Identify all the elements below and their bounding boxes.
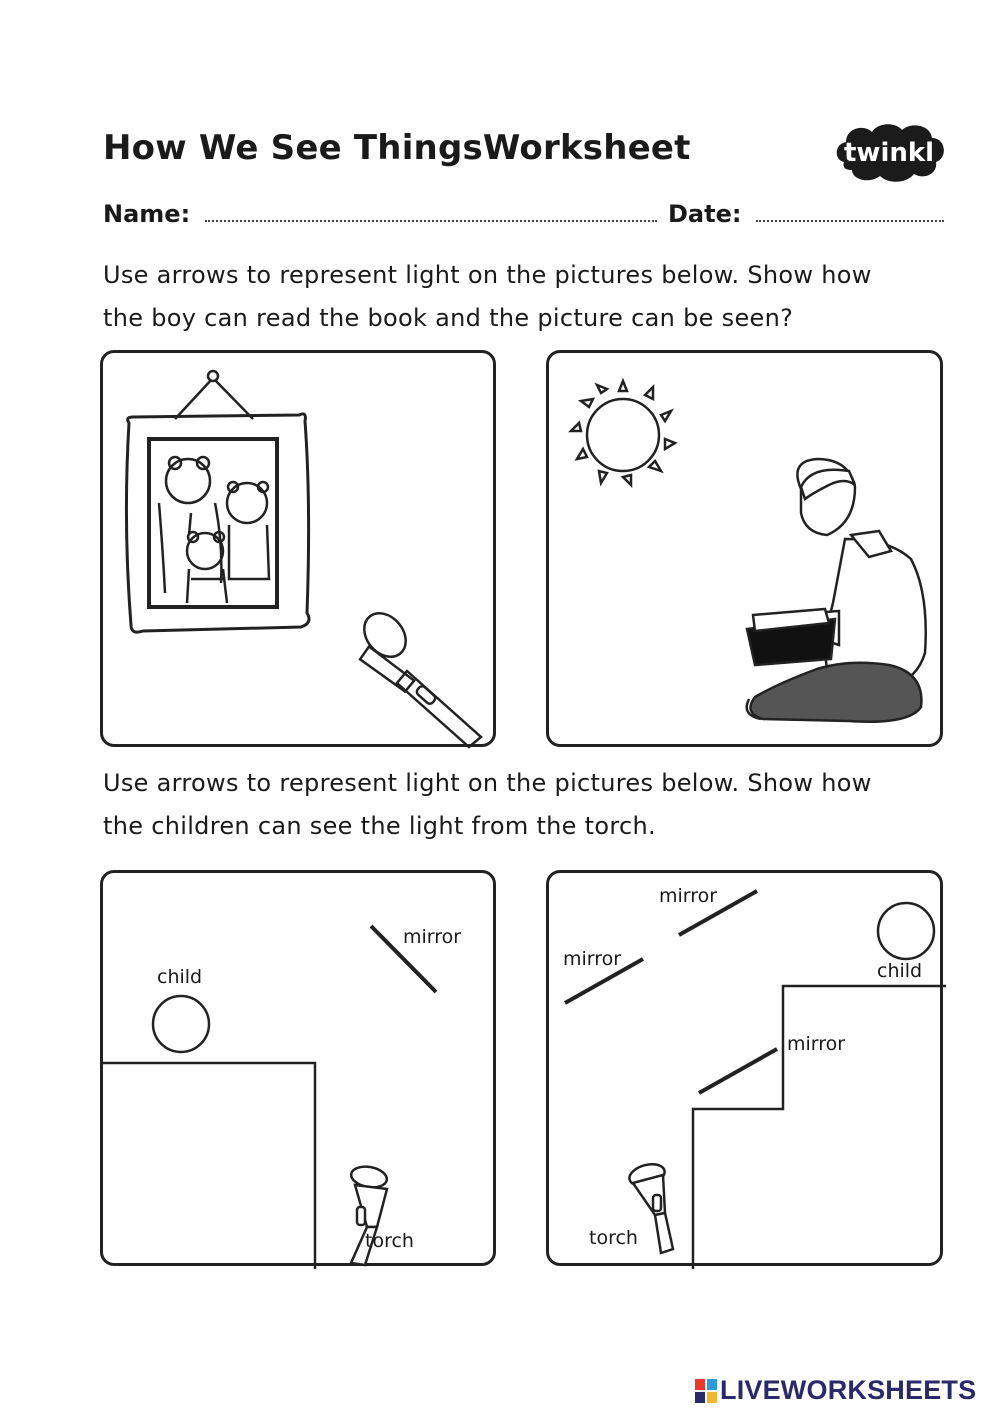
torch-illustration [356,605,481,747]
instruction-2-line-2: the children can see the light from the torch. [103,812,656,840]
picture-frame-illustration [126,371,309,632]
instruction-1 [103,254,953,340]
mirror-top-label: mirror [659,885,718,907]
child-circle [878,903,934,959]
panel-mirror-room-2[interactable] [546,870,943,1266]
logo-cloud-icon [830,118,950,188]
name-label: Name: [103,200,191,228]
liveworksheets-logo[interactable] [694,1375,994,1409]
panel-sun-boy[interactable] [546,350,943,747]
mirror-middle-label: mirror [787,1033,846,1055]
stairs-outline [693,986,946,1269]
child-label: child [877,960,923,982]
instruction-1-line-1: Use arrows to represent light on the pictures below. Show how [103,261,872,289]
instruction-2-line-1: Use arrows to represent light on the pictures below. Show how [103,769,872,797]
mirror-left-label: mirror [563,948,622,970]
date-blank[interactable] [756,198,944,222]
logo-text: twinkl [844,138,935,168]
panel-picture-torch[interactable] [100,350,496,747]
date-field[interactable] [668,198,944,228]
twinkl-logo [830,118,950,188]
liveworksheets-icon [694,1377,718,1407]
instruction-1-line-2: the boy can read the book and the picture can be seen? [103,304,794,332]
name-blank[interactable] [205,198,657,222]
name-field[interactable] [103,198,657,228]
instruction-2 [103,762,953,848]
wall-outline [103,1063,315,1269]
torch-label: torch [589,1227,638,1249]
date-label: Date: [668,200,742,228]
torch-label: torch [365,1230,414,1252]
child-circle [153,996,209,1052]
panel-mirror-room-1[interactable] [100,870,496,1266]
mirror-middle-line [699,1049,777,1093]
child-label: child [157,966,203,988]
boy-reading-illustration [747,459,926,722]
mirror-label: mirror [403,926,462,948]
liveworksheets-text: LIVEWORKSHEETS [720,1375,977,1405]
sun-icon [571,381,675,485]
worksheet-title: How We See ThingsWorksheet [103,128,691,168]
